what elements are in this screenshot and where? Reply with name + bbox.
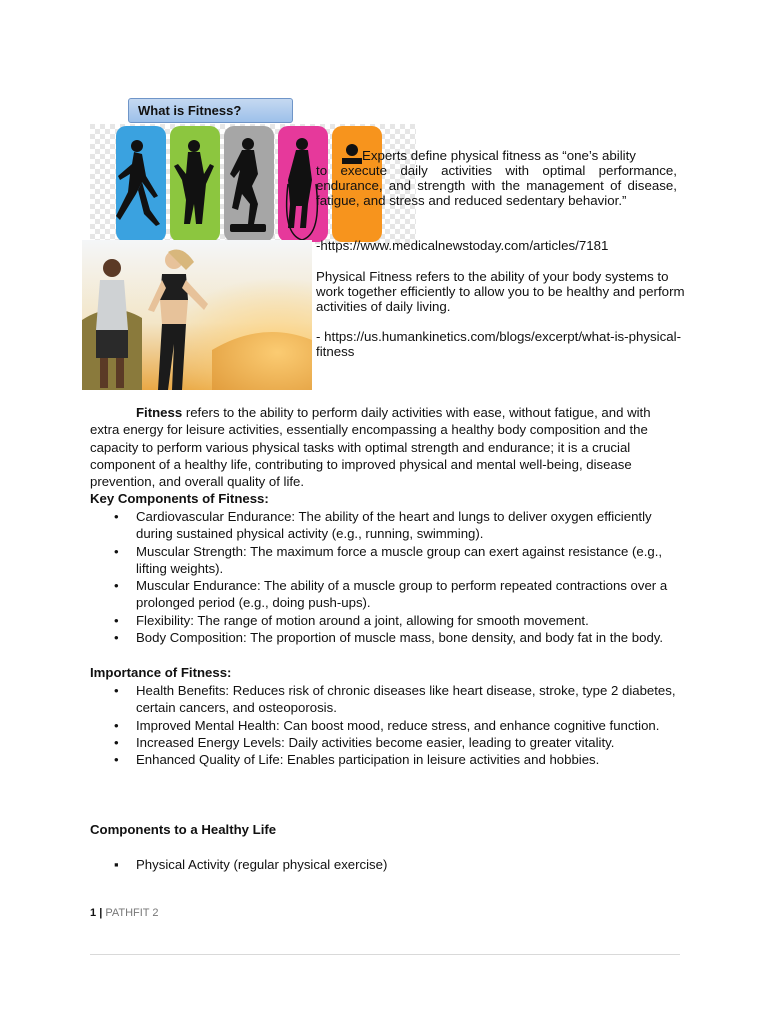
bullet-icon: • [114, 543, 119, 559]
quote-first-line: Experts define physical fitness as “one’s ability [362, 148, 636, 163]
list-item: • Flexibility: The range of motion around a joint, allowing for smooth movement. [114, 612, 589, 628]
importance-heading: Importance of Fitness: [90, 665, 232, 680]
bullet-icon: • [114, 630, 119, 646]
list-item: • Enhanced Quality of Life: Enables participation in leisure activities and hobbies. [114, 752, 600, 768]
list-item: • Increased Energy Levels: Daily activities become easier, leading to greater vitality. [114, 734, 615, 750]
list-item: • Muscular Strength: The maximum force a muscle group can exert against resistance (e.g., lifting weights). [114, 543, 663, 576]
healthy-life-list [114, 856, 681, 873]
key-components-heading: Key Components of Fitness: [90, 491, 269, 506]
bullet-icon: • [114, 734, 119, 750]
fitness-intro-paragraph [90, 404, 680, 490]
section-title-box: What is Fitness? [128, 98, 293, 123]
key-components-list [114, 508, 681, 646]
square-bullet-icon: ▪ [114, 857, 119, 872]
page-number: 1 [90, 907, 97, 919]
quote-continuation: to execute daily activities with optimal performance, endurance, and strength with the management of disease, fatigue, and stress and reduced sedentary behavior.” [316, 163, 677, 208]
list-item: • Improved Mental Health: Can boost mood, reduce stress, and enhance cognitive function. [114, 717, 660, 733]
source-citation-2: - https://us.humankinetics.com/blogs/excerpt/what-is-physical-fitness [316, 329, 682, 359]
fitness-definition-text: refers to the ability to perform daily activities with ease, without fatigue, and with extra energy for leisure activities, essentially encompassing a healthy body composition and the capacity to perform various physical tasks with optimal strength and endurance; it is a crucial component of a healthy life, contributing to improved physical and mental well-being, disease prevention, and overall quality of life. [90, 405, 651, 490]
footer-separator: | [99, 907, 103, 919]
page-footer [90, 907, 159, 919]
quote-physical-fitness-systems: Physical Fitness refers to the ability of your body systems to work together efficiently to allow you to be healthy and perform activities of daily living. [316, 269, 685, 314]
source-citation-1: -https://www.medicalnewstoday.com/articles/7181 [316, 238, 609, 253]
healthy-life-heading: Components to a Healthy Life [90, 822, 277, 837]
runners-photo [82, 240, 312, 390]
list-item: • Muscular Endurance: The ability of a muscle group to perform repeated contractions over a prolonged period (e.g., doing push-ups). [114, 578, 668, 611]
list-item: • Body Composition: The proportion of muscle mass, bone density, and body fat in the body. [114, 630, 664, 646]
list-item: ▪ Physical Activity (regular physical exercise) [114, 857, 388, 872]
bullet-icon: • [114, 612, 119, 628]
quote-physical-fitness-definition [316, 148, 677, 208]
list-item: • Cardiovascular Endurance: The ability of the heart and lungs to deliver oxygen efficiently during sustained physical activity (e.g., running, swimming). [114, 509, 652, 542]
list-item: • Health Benefits: Reduces risk of chronic diseases like heart disease, stroke, type 2 diabetes, certain cancers, and osteoporosis. [114, 683, 676, 716]
bullet-icon: • [114, 752, 119, 768]
bullet-icon: • [114, 717, 119, 733]
bullet-icon: • [114, 509, 119, 524]
bullet-icon: • [114, 683, 119, 698]
importance-list [114, 682, 681, 768]
footer-divider [90, 954, 680, 955]
fitness-term: Fitness [136, 405, 183, 420]
footer-course-label: PATHFIT 2 [105, 907, 159, 919]
bullet-icon: • [114, 578, 119, 594]
